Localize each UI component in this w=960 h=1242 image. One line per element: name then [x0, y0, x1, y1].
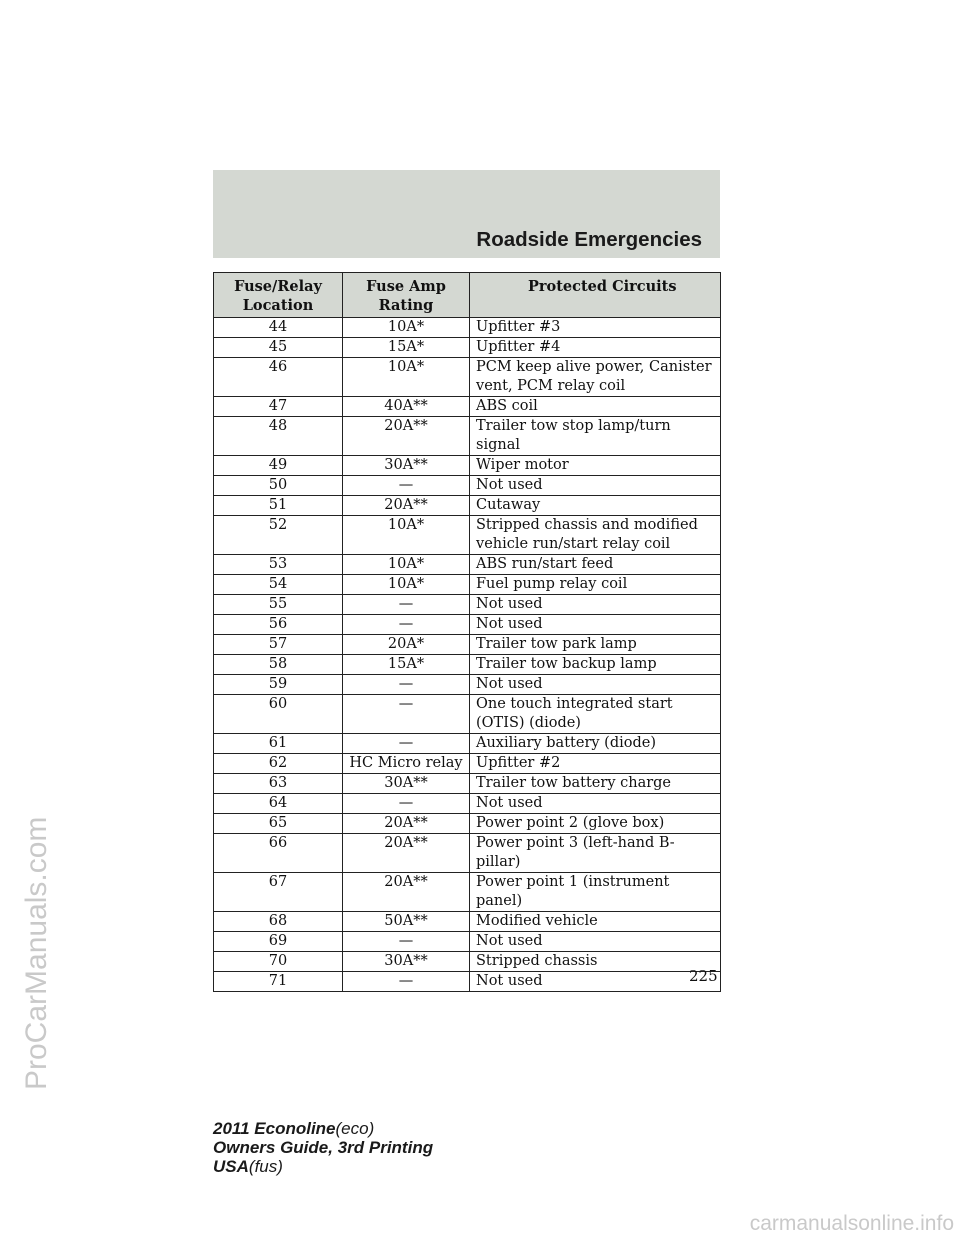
table-row	[214, 397, 721, 417]
protected-circuit-cell: Trailer tow park lamp	[470, 635, 721, 655]
footer-model-code: (eco)	[335, 1119, 375, 1138]
fuse-location-cell: 53	[214, 555, 343, 575]
table-row	[214, 476, 721, 496]
protected-circuit-cell: Trailer tow stop lamp/turn signal	[470, 417, 721, 456]
fuse-location-cell: 56	[214, 615, 343, 635]
protected-circuit-cell: One touch integrated start (OTIS) (diode)	[470, 695, 721, 734]
fuse-amp-cell: 50A**	[343, 912, 470, 932]
table-row	[214, 635, 721, 655]
protected-circuit-cell: Not used	[470, 595, 721, 615]
table-row	[214, 814, 721, 834]
table-row	[214, 615, 721, 635]
protected-circuit-cell: Power point 1 (instrument panel)	[470, 873, 721, 912]
fuse-amp-cell: —	[343, 734, 470, 754]
site-watermark: carmanualsonline.info	[749, 1212, 954, 1235]
table-row	[214, 655, 721, 675]
fuse-amp-cell: 20A**	[343, 873, 470, 912]
fuse-location-cell: 48	[214, 417, 343, 456]
fuse-amp-cell: 10A*	[343, 318, 470, 338]
side-watermark: ProCarManuals.com	[20, 816, 53, 1090]
fuse-amp-cell: 10A*	[343, 358, 470, 397]
table-row	[214, 318, 721, 338]
table-row	[214, 456, 721, 476]
protected-circuit-cell: Not used	[470, 675, 721, 695]
fuse-amp-cell: 20A*	[343, 635, 470, 655]
table-row	[214, 595, 721, 615]
protected-circuit-cell: Wiper motor	[470, 456, 721, 476]
table-row	[214, 774, 721, 794]
table-row	[214, 338, 721, 358]
fuse-amp-cell: —	[343, 675, 470, 695]
fuse-amp-cell: 30A**	[343, 774, 470, 794]
table-row	[214, 754, 721, 774]
table-row	[214, 834, 721, 873]
protected-circuit-cell: Not used	[470, 972, 721, 992]
table-row	[214, 358, 721, 397]
protected-circuit-cell: Upfitter #3	[470, 318, 721, 338]
fuse-amp-cell: —	[343, 615, 470, 635]
fuse-location-cell: 45	[214, 338, 343, 358]
fuse-amp-cell: 15A*	[343, 338, 470, 358]
fuse-location-cell: 52	[214, 516, 343, 555]
table-row	[214, 516, 721, 555]
table-body	[214, 318, 721, 992]
fuse-amp-cell: —	[343, 972, 470, 992]
fuse-location-cell: 60	[214, 695, 343, 734]
protected-circuit-cell: Not used	[470, 476, 721, 496]
fuse-location-cell: 65	[214, 814, 343, 834]
fuse-location-cell: 57	[214, 635, 343, 655]
fuse-location-cell: 71	[214, 972, 343, 992]
table-row	[214, 695, 721, 734]
column-header-protected-circuits: Protected Circuits	[470, 273, 721, 318]
fuse-amp-cell: 30A**	[343, 456, 470, 476]
fuse-location-cell: 68	[214, 912, 343, 932]
section-title: Roadside Emergencies	[476, 228, 702, 251]
footer	[213, 1119, 433, 1176]
protected-circuit-cell: ABS run/start feed	[470, 555, 721, 575]
fuse-amp-cell: —	[343, 932, 470, 952]
table-row	[214, 794, 721, 814]
table-row	[214, 952, 721, 972]
fuse-location-cell: 44	[214, 318, 343, 338]
protected-circuit-cell: Power point 3 (left-hand B-pillar)	[470, 834, 721, 873]
footer-model: 2011 Econoline	[213, 1119, 336, 1138]
table-row	[214, 575, 721, 595]
protected-circuit-cell: Trailer tow battery charge	[470, 774, 721, 794]
fuse-amp-cell: 20A**	[343, 814, 470, 834]
footer-line-3	[213, 1157, 433, 1176]
fuse-amp-cell: —	[343, 695, 470, 734]
table-row	[214, 972, 721, 992]
fuse-amp-cell: 30A**	[343, 952, 470, 972]
protected-circuit-cell: PCM keep alive power, Canister vent, PCM relay coil	[470, 358, 721, 397]
fuse-location-cell: 63	[214, 774, 343, 794]
table-row	[214, 932, 721, 952]
fuse-location-cell: 58	[214, 655, 343, 675]
column-header-amp-rating: Fuse Amp Rating	[343, 273, 470, 318]
fuse-location-cell: 51	[214, 496, 343, 516]
fuse-table	[213, 272, 721, 992]
table-row	[214, 555, 721, 575]
table-header-row	[214, 273, 721, 318]
fuse-location-cell: 54	[214, 575, 343, 595]
fuse-amp-cell: 10A*	[343, 575, 470, 595]
fuse-location-cell: 70	[214, 952, 343, 972]
protected-circuit-cell: Stripped chassis and modified vehicle run/start relay coil	[470, 516, 721, 555]
fuse-amp-cell: HC Micro relay	[343, 754, 470, 774]
fuse-location-cell: 69	[214, 932, 343, 952]
section-header-band	[213, 170, 720, 258]
fuse-location-cell: 59	[214, 675, 343, 695]
table-row	[214, 912, 721, 932]
fuse-location-cell: 64	[214, 794, 343, 814]
protected-circuit-cell: Stripped chassis	[470, 952, 721, 972]
footer-market-code: (fus)	[248, 1157, 283, 1176]
footer-line-1	[213, 1119, 433, 1138]
fuse-location-cell: 62	[214, 754, 343, 774]
fuse-location-cell: 67	[214, 873, 343, 912]
protected-circuit-cell: Not used	[470, 615, 721, 635]
protected-circuit-cell: Upfitter #2	[470, 754, 721, 774]
fuse-amp-cell: 20A**	[343, 417, 470, 456]
fuse-location-cell: 66	[214, 834, 343, 873]
fuse-amp-cell: 10A*	[343, 555, 470, 575]
fuse-amp-cell: —	[343, 794, 470, 814]
fuse-location-cell: 46	[214, 358, 343, 397]
footer-line-2	[213, 1138, 433, 1157]
table-row	[214, 417, 721, 456]
protected-circuit-cell: Auxiliary battery (diode)	[470, 734, 721, 754]
protected-circuit-cell: Trailer tow backup lamp	[470, 655, 721, 675]
protected-circuit-cell: Fuel pump relay coil	[470, 575, 721, 595]
protected-circuit-cell: Modified vehicle	[470, 912, 721, 932]
page-number: 225	[689, 967, 718, 985]
protected-circuit-cell: Power point 2 (glove box)	[470, 814, 721, 834]
fuse-location-cell: 50	[214, 476, 343, 496]
fuse-amp-cell: —	[343, 476, 470, 496]
fuse-location-cell: 49	[214, 456, 343, 476]
fuse-location-cell: 61	[214, 734, 343, 754]
fuse-amp-cell: 20A**	[343, 834, 470, 873]
table-row	[214, 873, 721, 912]
protected-circuit-cell: Cutaway	[470, 496, 721, 516]
fuse-location-cell: 55	[214, 595, 343, 615]
column-header-location: Fuse/Relay Location	[214, 273, 343, 318]
fuse-amp-cell: 40A**	[343, 397, 470, 417]
fuse-amp-cell: 10A*	[343, 516, 470, 555]
protected-circuit-cell: Not used	[470, 794, 721, 814]
fuse-location-cell: 47	[214, 397, 343, 417]
footer-guide: Owners Guide, 3rd Printing	[213, 1138, 434, 1157]
fuse-amp-cell: 20A**	[343, 496, 470, 516]
table-row	[214, 496, 721, 516]
table-row	[214, 734, 721, 754]
protected-circuit-cell: ABS coil	[470, 397, 721, 417]
fuse-amp-cell: —	[343, 595, 470, 615]
fuse-amp-cell: 15A*	[343, 655, 470, 675]
table-row	[214, 675, 721, 695]
protected-circuit-cell: Upfitter #4	[470, 338, 721, 358]
protected-circuit-cell: Not used	[470, 932, 721, 952]
footer-market: USA	[213, 1157, 249, 1176]
